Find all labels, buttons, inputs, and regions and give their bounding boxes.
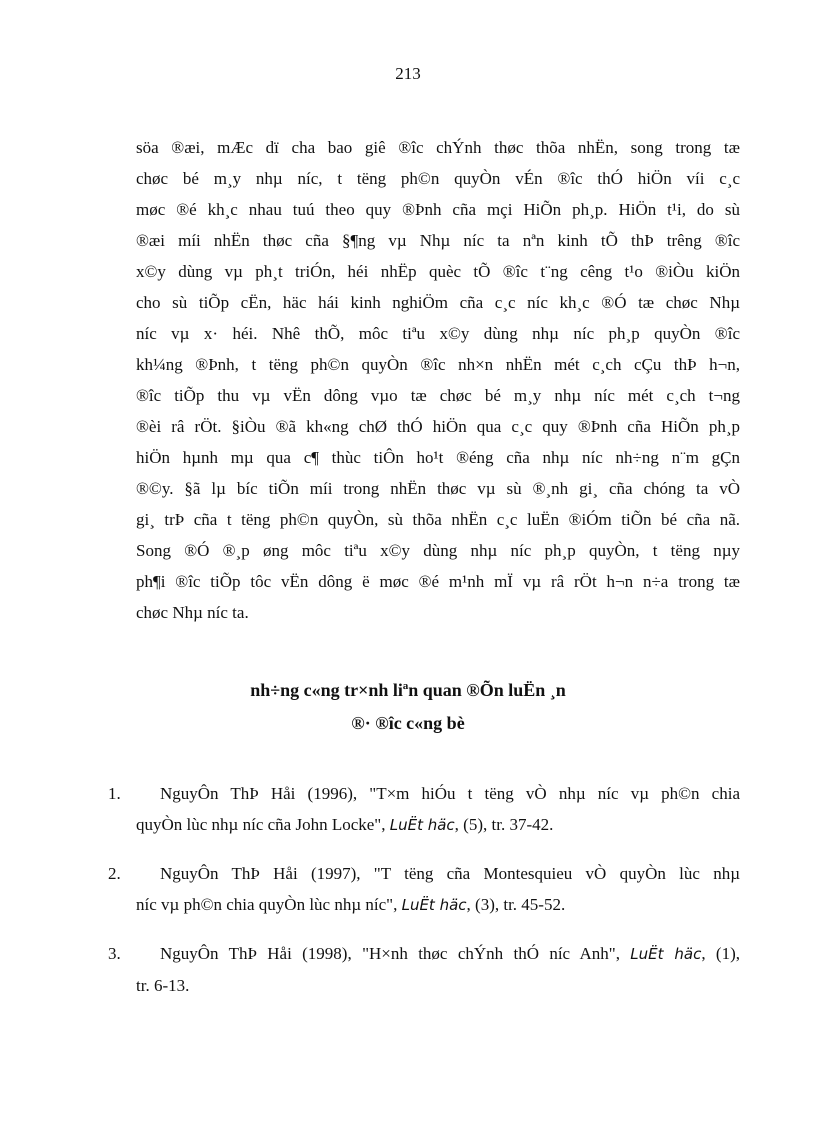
reference-number: 3. [108,944,121,963]
body-line: gi¸ trÞ cña t tëng ph©n quyÒn, sù thõa nhËn c¸c luËn ®iÓm tiÕn bé cña nã. [136,510,740,529]
body-line: cho sù tiÕp cËn, häc hái kinh nghiÖm cña c¸c níc kh¸c ®Ó tæ chøc Nhµ [136,293,740,312]
reference-author-title: NguyÔn ThÞ Håi (1998), "H×nh thøc chÝnh thÓ níc Anh", [160,944,631,963]
reference-citation: , (1), [701,944,740,963]
reference-text [108,809,740,841]
reference-title-tail: níc vµ ph©n chia quyÒn lùc nhµ níc", [136,895,402,914]
reference-item [108,858,740,921]
reference-text: NguyÔn ThÞ Håi (1996), "T×m hiÓu t tëng vÒ nhµ níc vµ ph©n chia [160,784,740,803]
reference-item [108,938,740,1001]
reference-number: 1. [108,784,121,803]
reference-title-tail: quyÒn lùc nhµ níc cña John Locke", [136,815,390,834]
reference-text [108,889,740,921]
heading-line-1: nh÷ng c«ng tr×nh liªn quan ®Õn luËn ¸n [250,680,566,700]
reference-number: 2. [108,864,121,883]
body-line: hiÖn hµnh mµ qua c¶ thùc tiÔn ho¹t ®éng cña nhµ níc nh÷ng n¨m gÇn [136,448,740,467]
body-line: chøc bé m¸y nhµ níc, t tëng ph©n quyÒn vÉn ®îc thÓ hiÖn víi c¸c [136,169,740,188]
reference-text: tr. 6-13. [136,976,190,995]
reference-item [108,778,740,841]
body-line: x©y dùng vµ ph¸t triÓn, héi nhËp quèc tÕ ®îc t¨ng cêng t¹o ®iÒu kiÖn [136,262,740,281]
body-line: söa ®æi, mÆc dï cha bao giê ®îc chÝnh thøc thõa nhËn, song trong tæ [136,138,740,157]
body-line: ph¶i ®îc tiÕp tôc vËn dông ë møc ®é m¹nh mÏ vµ râ rÖt h¬n n÷a trong tæ [136,572,740,591]
body-paragraph [136,132,740,628]
body-line: ®æi míi nhËn thøc cña §¶ng vµ Nhµ níc ta nªn kinh tÕ thÞ trêng ®îc [136,231,740,250]
reference-citation: , (5), tr. 37-42. [454,815,554,834]
body-line: Song ®Ó ®¸p øng môc tiªu x©y dùng nhµ níc ph¸p quyÒn, t tëng nµy [136,541,740,560]
journal-name: LuËt häc [630,945,702,963]
body-line: chøc Nhµ níc ta. [136,603,249,622]
page-number: 213 [395,64,421,83]
section-heading [0,674,816,740]
reference-citation: , (3), tr. 45-52. [466,895,566,914]
body-line: níc vµ x· héi. Nhê thÕ, môc tiªu x©y dùng nhµ níc ph¸p quyÒn ®îc [136,324,740,343]
journal-name: LuËt häc [389,816,455,834]
reference-text [108,938,740,970]
reference-text: NguyÔn ThÞ Håi (1997), "T tëng cña Montesquieu vÒ quyÒn lùc nhµ [160,864,740,883]
body-line: møc ®é kh¸c nhau tuú theo quy ®Þnh cña mçi HiÕn ph¸p. HiÖn t¹i, do sù [136,200,740,219]
body-line: ®©y. §ã lµ bíc tiÕn míi trong nhËn thøc vµ sù ®¸nh gi¸ cña chóng ta vÒ [136,479,740,498]
body-line: ®èi râ rÖt. §iÒu ®ã kh«ng chØ thÓ hiÖn qua c¸c quy ®Þnh cña HiÕn ph¸p [136,417,740,436]
journal-name: LuËt häc [401,896,467,914]
heading-line-2: ®· ®îc c«ng bè [351,713,465,733]
reference-list [108,778,740,1018]
body-line: ®îc tiÕp thu vµ vËn dông vµo tæ chøc bé m¸y nhµ níc mét c¸ch t¬ng [136,386,740,405]
body-line: kh¼ng ®Þnh, t tëng ph©n quyÒn ®îc nh×n nhËn mét c¸ch cÇu thÞ h¬n, [136,355,740,374]
